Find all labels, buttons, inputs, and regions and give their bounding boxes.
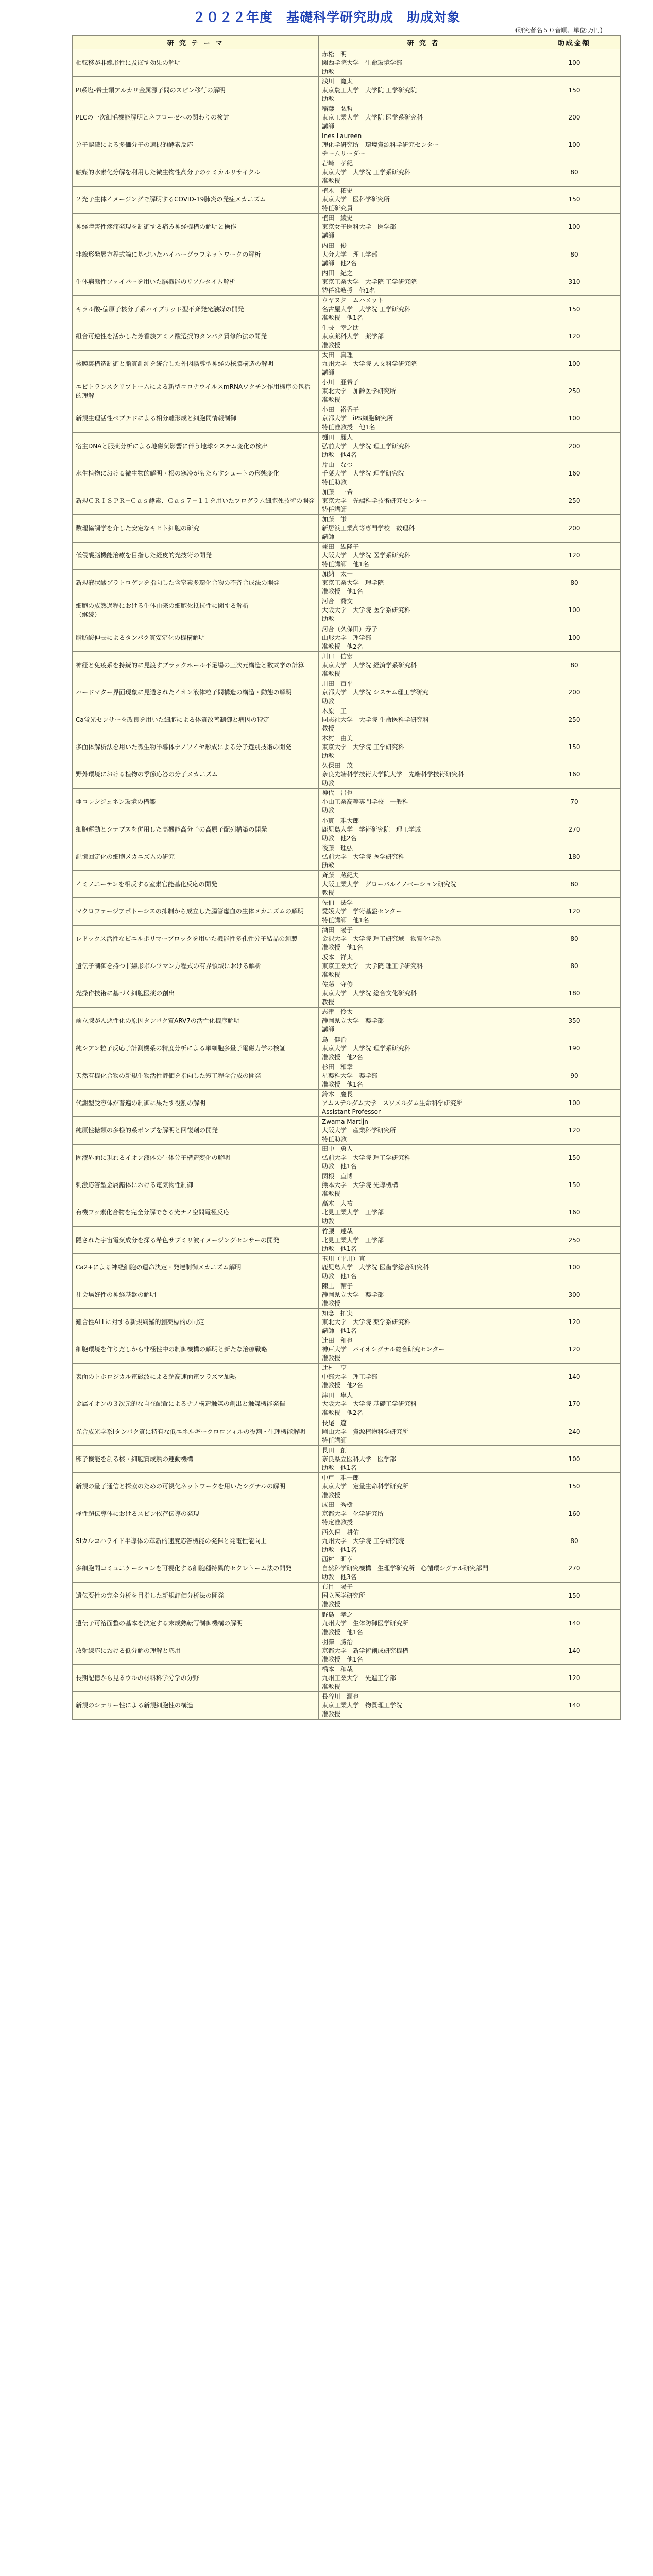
- theme-cell: 刺激応答型金属錯体における電気物性制御: [73, 1172, 319, 1199]
- theme-cell: 細胞の成熟過程における生体由来の細胞死抵抗性に関する解析 （継続）: [73, 597, 319, 624]
- amount-cell: 80: [528, 871, 621, 898]
- table-row: [73, 1446, 621, 1473]
- theme-cell: 金属イオンの３次元的な自在配置によるナノ構造触媒の創出と触媒機能発揮: [73, 1391, 319, 1418]
- amount-cell: 80: [528, 925, 621, 953]
- amount-cell: 160: [528, 460, 621, 487]
- theme-cell: 長期記憶から見るウルの材料科学分学の分野: [73, 1665, 319, 1692]
- amount-cell: 100: [528, 350, 621, 378]
- amount-cell: 150: [528, 734, 621, 761]
- theme-cell: 亜コレシジュネン環境の構築: [73, 788, 319, 816]
- table-row: [73, 1090, 621, 1117]
- theme-cell: SIカルコハライド半導体の革新的速度応答機能の発揮と発電性能向上: [73, 1528, 319, 1555]
- researcher-cell: 島 健治 東京大学 大学院 理学系研究科 准教授 他2名: [319, 1035, 528, 1062]
- amount-cell: 160: [528, 1500, 621, 1528]
- amount-cell: 100: [528, 1254, 621, 1281]
- table-row: [73, 268, 621, 296]
- amount-cell: 80: [528, 1528, 621, 1555]
- table-row: [73, 898, 621, 925]
- theme-cell: 遺伝子可溶面整の基本を決定する末成熟転写制御機構の解明: [73, 1610, 319, 1637]
- amount-cell: 80: [528, 159, 621, 186]
- table-row: [73, 131, 621, 159]
- researcher-cell: 陳上 輔子 静岡県立大学 薬学部 准教授: [319, 1281, 528, 1309]
- theme-cell: 代謝型受容体が普遍の制御に果たす役割の解明: [73, 1090, 319, 1117]
- researcher-cell: 太田 真理 九州大学 大学院 人文科学研究院 講師: [319, 350, 528, 378]
- amount-cell: 140: [528, 1363, 621, 1391]
- theme-cell: 新規ＣＲＩＳＰＲ−Ｃａｓ酵素、Ｃａｓ７−１１を用いたプログラム細胞死技術の開発: [73, 487, 319, 515]
- table-row: [73, 706, 621, 734]
- researcher-cell: 羽澤 勝治 京都大学 新学術創成研究機構 准教授 他1名: [319, 1637, 528, 1665]
- amount-cell: 180: [528, 980, 621, 1007]
- table-row: [73, 1117, 621, 1144]
- table-row: [73, 104, 621, 131]
- researcher-cell: 佐伯 法学 愛媛大学 学術基盤センター 特任講師 他1名: [319, 898, 528, 925]
- researcher-cell: 浅川 寛太 東京農工大学 大学院 工学研究院 助教: [319, 77, 528, 104]
- table-row: [73, 1281, 621, 1309]
- theme-cell: 多細胞間コミュニケーションを可視化する細胞種特異的セクレトーム法の開発: [73, 1555, 319, 1582]
- theme-cell: 極性超伝導体におけるスピン依存伝導の発現: [73, 1500, 319, 1528]
- amount-cell: 90: [528, 1062, 621, 1090]
- table-row: [73, 487, 621, 515]
- table-row: [73, 980, 621, 1007]
- header-amount: 助成金額: [528, 36, 621, 49]
- theme-cell: 数理協調学を介した安定なキヒト細胞の研究: [73, 515, 319, 542]
- amount-cell: 80: [528, 953, 621, 980]
- researcher-cell: 西村 明幸 自然科学研究機構 生理学研究所 心循環シグナル研究部門 助教 他3名: [319, 1555, 528, 1582]
- theme-cell: 難合性ALLに対する新規網羅的創薬標的の同定: [73, 1309, 319, 1336]
- amount-cell: 120: [528, 1309, 621, 1336]
- grant-table: [72, 35, 621, 1720]
- researcher-cell: 中戸 雅一郎 東京大学 定量生命科学研究所 准教授: [319, 1473, 528, 1500]
- amount-cell: 240: [528, 1418, 621, 1446]
- researcher-cell: 生長 幸之助 東京薬科大学 薬学部 准教授: [319, 323, 528, 350]
- researcher-cell: 鈴木 慶長 アムステルダム大学 スワメルダム生命科学研究所 Assistant Professor: [319, 1090, 528, 1117]
- table-row: [73, 597, 621, 624]
- table-row: [73, 569, 621, 597]
- amount-cell: 300: [528, 1281, 621, 1309]
- researcher-cell: 長谷川 潤也 東京工業大学 物質理工学院 准教授: [319, 1692, 528, 1719]
- table-row: [73, 1336, 621, 1363]
- researcher-cell: 後藤 理弘 弘前大学 大学院 医学研究科 助教: [319, 843, 528, 871]
- theme-cell: 純シアン粒子反応子計測機系の精度分析による単細胞多量子電磁力学の検証: [73, 1035, 319, 1062]
- researcher-cell: 辻村 亨 中部大学 理工学部 准教授 他2名: [319, 1363, 528, 1391]
- amount-cell: 100: [528, 131, 621, 159]
- header-theme: 研 究 テ ー マ: [73, 36, 319, 49]
- theme-cell: 有機フッ素化合物を完全分解できる光ナノ空間電極反応: [73, 1199, 319, 1226]
- theme-cell: 新規の量子通信と探索のための可視化ネットワークを用いたシグナルの解明: [73, 1473, 319, 1500]
- amount-cell: 160: [528, 761, 621, 788]
- table-row: [73, 871, 621, 898]
- table-row: [73, 1172, 621, 1199]
- theme-cell: 卵子機能を創る核・細胞質成熟の連動機構: [73, 1446, 319, 1473]
- table-row: [73, 1555, 621, 1582]
- amount-cell: 140: [528, 1692, 621, 1719]
- table-row: [73, 1309, 621, 1336]
- amount-cell: 120: [528, 1336, 621, 1363]
- amount-cell: 270: [528, 1555, 621, 1582]
- researcher-cell: 長田 創 奈良県立医科大学 医学部 助教 他1名: [319, 1446, 528, 1473]
- researcher-cell: 川田 百平 京都大学 大学院 システム理工学研究 助教: [319, 679, 528, 706]
- table-row: [73, 1035, 621, 1062]
- theme-cell: 宿主DNAと服薬分析による地磁気影響に伴う地球システム変化の検出: [73, 432, 319, 460]
- researcher-cell: 赤松 明 関西学院大学 生命環境学部 助教: [319, 49, 528, 77]
- researcher-cell: 木原 工 同志社大学 大学院 生命医科学研究科 教授: [319, 706, 528, 734]
- table-row: [73, 378, 621, 405]
- theme-cell: 光操作技術に基づく細胞医薬の創出: [73, 980, 319, 1007]
- table-row: [73, 1637, 621, 1665]
- amount-cell: 120: [528, 323, 621, 350]
- researcher-cell: 辻田 和也 神戸大学 バイオシグナル総合研究センター 准教授: [319, 1336, 528, 1363]
- researcher-cell: 津田 隼人 大阪大学 大学院 基礎工学研究科 准教授 他2名: [319, 1391, 528, 1418]
- researcher-cell: 神代 昌也 小山工業高等専門学校 一般科 助教: [319, 788, 528, 816]
- table-row: [73, 953, 621, 980]
- table-row: [73, 1391, 621, 1418]
- amount-cell: 180: [528, 843, 621, 871]
- theme-cell: 遺伝要性の完全分析を目指した新規評価分析法の開発: [73, 1582, 319, 1609]
- amount-cell: 170: [528, 1391, 621, 1418]
- amount-cell: 250: [528, 487, 621, 515]
- table-row: [73, 1610, 621, 1637]
- units-note: (研究者名５０音順、単位:万円): [515, 27, 603, 34]
- table-row: [73, 159, 621, 186]
- table-row: [73, 1254, 621, 1281]
- theme-cell: 分子認識による多価分子の選択的酵素反応: [73, 131, 319, 159]
- researcher-cell: 成田 秀樹 京都大学 化学研究所 特定准教授: [319, 1500, 528, 1528]
- amount-cell: 160: [528, 1199, 621, 1226]
- table-row: [73, 460, 621, 487]
- amount-cell: 120: [528, 898, 621, 925]
- table-row: [73, 679, 621, 706]
- theme-cell: 新規生理活性ペプチドによる相分離形成と細胞間情報制御: [73, 405, 319, 432]
- table-row: [73, 624, 621, 651]
- amount-cell: 80: [528, 652, 621, 679]
- researcher-cell: 河合（久保田）寿子 山形大学 理学部 准教授 他2名: [319, 624, 528, 651]
- researcher-cell: 竹腰 達哉 北見工業大学 工学部 助教 他1名: [319, 1227, 528, 1254]
- amount-cell: 80: [528, 569, 621, 597]
- amount-cell: 250: [528, 706, 621, 734]
- researcher-cell: 高木 大祐 北見工業大学 工学部 助教: [319, 1199, 528, 1226]
- theme-cell: 遺伝子制御を持つ非線形ボルツマン方程式の有界領域における解析: [73, 953, 319, 980]
- table-row: [73, 213, 621, 241]
- theme-cell: 神経障害性疼痛発現を制御する痛み神経機構の解明と操作: [73, 213, 319, 241]
- amount-cell: 120: [528, 1117, 621, 1144]
- researcher-cell: 植木 拓史 東京大学 医科学研究所 特任研究員: [319, 186, 528, 213]
- theme-cell: 野外環境における植物の季節応答の分子メカニズム: [73, 761, 319, 788]
- table-row: [73, 296, 621, 323]
- table-row: [73, 323, 621, 350]
- theme-cell: イミノエーテンを相反する室素官能基化反応の開発: [73, 871, 319, 898]
- amount-cell: 350: [528, 1007, 621, 1035]
- researcher-cell: 加納 太一 東京工業大学 理学院 准教授 他1名: [319, 569, 528, 597]
- table-row: [73, 843, 621, 871]
- table-row: [73, 1528, 621, 1555]
- table-row: [73, 1665, 621, 1692]
- amount-cell: 150: [528, 77, 621, 104]
- amount-cell: 200: [528, 432, 621, 460]
- table-row: [73, 432, 621, 460]
- theme-cell: 非線形発展方程式論に基づいたハイパーグラフネットワークの解析: [73, 241, 319, 268]
- theme-cell: 組合可逆性を活かした芳香族アミノ酸選択的タンパク質修飾法の開発: [73, 323, 319, 350]
- researcher-cell: 植田 綾史 東京女子医科大学 医学部 講師: [319, 213, 528, 241]
- researcher-cell: 橋本 和哉 九州工業大学 先進工学部 准教授: [319, 1665, 528, 1692]
- table-row: [73, 405, 621, 432]
- header-researcher: 研 究 者: [319, 36, 528, 49]
- table-row: [73, 1199, 621, 1226]
- researcher-cell: 加藤 謙 新居浜工業高等専門学校 数理科 講師: [319, 515, 528, 542]
- amount-cell: 120: [528, 542, 621, 569]
- table-header-row: [73, 36, 621, 49]
- page-title: ２０２２年度 基礎科学研究助成 助成対象: [192, 10, 460, 25]
- theme-cell: 細胞環境を作りだしから非極性中の制御機構の解明と新たな治療戦略: [73, 1336, 319, 1363]
- researcher-cell: 川口 信宏 東京大学 大学院 経済学系研究科 准教授: [319, 652, 528, 679]
- researcher-cell: 小貫 雅大郎 鹿児島大学 学術研究院 理工学域 助教 他2名: [319, 816, 528, 843]
- researcher-cell: 坂本 祥太 東京工業大学 大学院 理工学研究科 准教授: [319, 953, 528, 980]
- theme-cell: 脂肪酸伸長によるタンパク質安定化の機構解明: [73, 624, 319, 651]
- theme-cell: 相転移が非線形性に及ぼす効果の解明: [73, 49, 319, 77]
- theme-cell: キラル酸-偏原子核分子系ハイブリッド型不斉発光触媒の開発: [73, 296, 319, 323]
- table-row: [73, 652, 621, 679]
- table-row: [73, 1500, 621, 1528]
- researcher-cell: 杉田 和幸 星薬科大学 薬学部 准教授 他1名: [319, 1062, 528, 1090]
- table-body: [73, 49, 621, 1720]
- table-row: [73, 734, 621, 761]
- amount-cell: 120: [528, 1665, 621, 1692]
- researcher-cell: 西久保 耕佑 九州大学 大学院 工学研究院 助教 他1名: [319, 1528, 528, 1555]
- amount-cell: 80: [528, 241, 621, 268]
- theme-cell: 天然有機化合物の新規生物活性評価を指向した短工程全合成の開発: [73, 1062, 319, 1090]
- amount-cell: 100: [528, 624, 621, 651]
- researcher-cell: 樋田 麗人 弘前大学 大学院 理工学研究科 助教 他4名: [319, 432, 528, 460]
- theme-cell: 水生植物における微生物的解明・根の寒冷がもたらすシュートの形態変化: [73, 460, 319, 487]
- theme-cell: 記憶回定化の細胞メカニズムの研究: [73, 843, 319, 871]
- researcher-cell: 兼田 紘隆子 大阪大学 大学院 医学系研究科 特任講師 他1名: [319, 542, 528, 569]
- amount-cell: 140: [528, 1610, 621, 1637]
- theme-cell: 細胞運動とシナプスを併用した高機能高分子の高原子配列構築の開発: [73, 816, 319, 843]
- researcher-cell: 久保田 茂 奈良先端科学技術大学院大学 先端科学技術研究科 助教: [319, 761, 528, 788]
- table-row: [73, 1227, 621, 1254]
- amount-cell: 100: [528, 1090, 621, 1117]
- researcher-cell: 知念 拓実 東北大学 大学院 薬学系研究科 講師 他1名: [319, 1309, 528, 1336]
- theme-cell: 放射線応における低分解の理解と応用: [73, 1637, 319, 1665]
- researcher-cell: 斉藤 蔵紀夫 大阪工業大学 グローバルイノベーション研究院 教授: [319, 871, 528, 898]
- theme-cell: 社会場好性の神経基盤の解明: [73, 1281, 319, 1309]
- theme-cell: 新規液状酸プラトロゲンを指向した含窒素多環化合物の不斉合成法の開発: [73, 569, 319, 597]
- researcher-cell: 木村 由美 東京大学 大学院 工学研究科 助教: [319, 734, 528, 761]
- researcher-cell: Ines Laureen 理化学研究所 環境資源科学研究センター チームリーダー: [319, 131, 528, 159]
- amount-cell: 200: [528, 104, 621, 131]
- table-row: [73, 1144, 621, 1172]
- theme-cell: 生体病態性ファイバーを用いた脳機能のリアルタイム解析: [73, 268, 319, 296]
- table-row: [73, 925, 621, 953]
- researcher-cell: 野島 孝之 九州大学 生体防御医学研究所 准教授 他1名: [319, 1610, 528, 1637]
- table-row: [73, 77, 621, 104]
- theme-cell: 神経と免疫系を持続的に見渡すブラックホール不足場の三次元構造と数式学の計算: [73, 652, 319, 679]
- theme-cell: レドックス活性なビニルポリマーブロックを用いた機能性多孔性分子結晶の創製: [73, 925, 319, 953]
- theme-cell: PI系塩-希土類アルカリ金属源子間のスピン移行の解明: [73, 77, 319, 104]
- amount-cell: 190: [528, 1035, 621, 1062]
- researcher-cell: 内田 紀之 東京工業大学 大学院 工学研究院 特任准教授 他1名: [319, 268, 528, 296]
- table-row: [73, 1418, 621, 1446]
- theme-cell: 新規のシナリー性による新規細胞性の構造: [73, 1692, 319, 1719]
- theme-cell: エピトランスクリプトームによる新型コロナウイルスmRNAワクチン作用機序の包括的理解: [73, 378, 319, 405]
- theme-cell: マクロファージアポトーシスの抑制から成立した腸管虚血の生体メカニズムの解明: [73, 898, 319, 925]
- amount-cell: 200: [528, 679, 621, 706]
- researcher-cell: 関根 直博 熊本大学 大学院 先導機構 准教授: [319, 1172, 528, 1199]
- table-row: [73, 350, 621, 378]
- researcher-cell: 加藤 一希 東京大学 先端科学技術研究センター 特任講師: [319, 487, 528, 515]
- theme-cell: ハードマター界面現象に見透されたイオン液体粒子間構造の構造・動態の解明: [73, 679, 319, 706]
- amount-cell: 200: [528, 515, 621, 542]
- researcher-cell: 佐藤 守俊 東京大学 大学院 総合文化研究科 教授: [319, 980, 528, 1007]
- amount-cell: 150: [528, 1172, 621, 1199]
- researcher-cell: 内田 俊 大分大学 理工学部 講師 他2名: [319, 241, 528, 268]
- researcher-cell: Zwama Martijn 大阪大学 産業科学研究所 特任助教: [319, 1117, 528, 1144]
- researcher-cell: 酒田 陽子 金沢大学 大学院 理工研究域 物質化学系 准教授 他1名: [319, 925, 528, 953]
- amount-cell: 100: [528, 213, 621, 241]
- researcher-cell: 稲葉 弘哲 東京工業大学 大学院 医学系研究科 講師: [319, 104, 528, 131]
- researcher-cell: 長尾 遼 岡山大学 資源植物科学研究所 特任講師: [319, 1418, 528, 1446]
- amount-cell: 150: [528, 296, 621, 323]
- table-row: [73, 1007, 621, 1035]
- researcher-cell: 片山 なつ 千葉大学 大学院 理学研究院 特任助教: [319, 460, 528, 487]
- amount-cell: 150: [528, 186, 621, 213]
- amount-cell: 100: [528, 49, 621, 77]
- amount-cell: 100: [528, 1446, 621, 1473]
- theme-cell: Ca2+による神経細胞の運命決定・発達制御メカニズム解明: [73, 1254, 319, 1281]
- researcher-cell: 志津 怜太 静岡県立大学 薬学部 講師: [319, 1007, 528, 1035]
- theme-cell: 隠された宇宙電気成分を探る希色サブミリ波イメージングセンサーの開発: [73, 1227, 319, 1254]
- amount-cell: 70: [528, 788, 621, 816]
- amount-cell: 310: [528, 268, 621, 296]
- researcher-cell: 小田 裕香子 京都大学 iPS細胞研究所 特任准教授 他1名: [319, 405, 528, 432]
- amount-cell: 150: [528, 1144, 621, 1172]
- amount-cell: 270: [528, 816, 621, 843]
- researcher-cell: 玉川（平川）直 鹿児島大学 大学院 医歯学総合研究科 助教 他1名: [319, 1254, 528, 1281]
- table-row: [73, 1062, 621, 1090]
- amount-cell: 100: [528, 597, 621, 624]
- amount-cell: 150: [528, 1582, 621, 1609]
- theme-cell: ２光子生体イメージングで解明するCOVID-19肺炎の発症メカニズム: [73, 186, 319, 213]
- theme-cell: 前立腺がん悪性化の原因タンパク質ARV7の活性化機序解明: [73, 1007, 319, 1035]
- amount-cell: 100: [528, 405, 621, 432]
- researcher-cell: ウヤヌク ムハメット 名古屋大学 大学院 工学研究科 准教授 他1名: [319, 296, 528, 323]
- researcher-cell: 田中 勇人 弘前大学 大学院 理工学研究科 助教 他1名: [319, 1144, 528, 1172]
- table-row: [73, 816, 621, 843]
- table-row: [73, 1473, 621, 1500]
- amount-cell: 250: [528, 1227, 621, 1254]
- theme-cell: 光合成光学系Iタンパク質に特有な低エネルギークロロフィルの役割・生理機能解明: [73, 1418, 319, 1446]
- table-row: [73, 241, 621, 268]
- theme-cell: 低侵襲脳機能治療を目指した経皮的光技術の開発: [73, 542, 319, 569]
- theme-cell: 核膜裏構造制御と脂質計測を統合した外因誘導型神経の核膜構造の解明: [73, 350, 319, 378]
- theme-cell: 純原性糖類の多様的系ポンプを解明と回復剤の開発: [73, 1117, 319, 1144]
- theme-cell: 触媒的水素化分解を利用した微生物性高分子のケミカルリサイクル: [73, 159, 319, 186]
- table-row: [73, 49, 621, 77]
- researcher-cell: 小川 亜希子 東北大学 加齢医学研究所 准教授: [319, 378, 528, 405]
- table-row: [73, 1582, 621, 1609]
- table-row: [73, 1692, 621, 1719]
- theme-cell: PLCの一次細毛機能解明とネフローゼへの関わりの検討: [73, 104, 319, 131]
- researcher-cell: 岩崎 孝紀 東京大学 大学院 工学系研究科 准教授: [319, 159, 528, 186]
- table-row: [73, 788, 621, 816]
- table-row: [73, 515, 621, 542]
- table-row: [73, 761, 621, 788]
- amount-cell: 150: [528, 1473, 621, 1500]
- table-row: [73, 186, 621, 213]
- table-row: [73, 1363, 621, 1391]
- amount-cell: 250: [528, 378, 621, 405]
- researcher-cell: 河合 喬文 大阪大学 大学院 医学系研究科 助教: [319, 597, 528, 624]
- amount-cell: 140: [528, 1637, 621, 1665]
- theme-cell: 多面体解析法を用いた微生物半導体ナノワイヤ形成による分子選別技術の開発: [73, 734, 319, 761]
- table-row: [73, 542, 621, 569]
- theme-cell: 表面のトポロジカル電磁波による超高速面電プラズマ加熱: [73, 1363, 319, 1391]
- theme-cell: Ca蛍光センサーを改良を用いた細胞による体質改善制御と病因の特定: [73, 706, 319, 734]
- theme-cell: 固液界面に現れるイオン液体の生体分子構造変化の解明: [73, 1144, 319, 1172]
- researcher-cell: 布目 陽子 国立医学研究所 准教授: [319, 1582, 528, 1609]
